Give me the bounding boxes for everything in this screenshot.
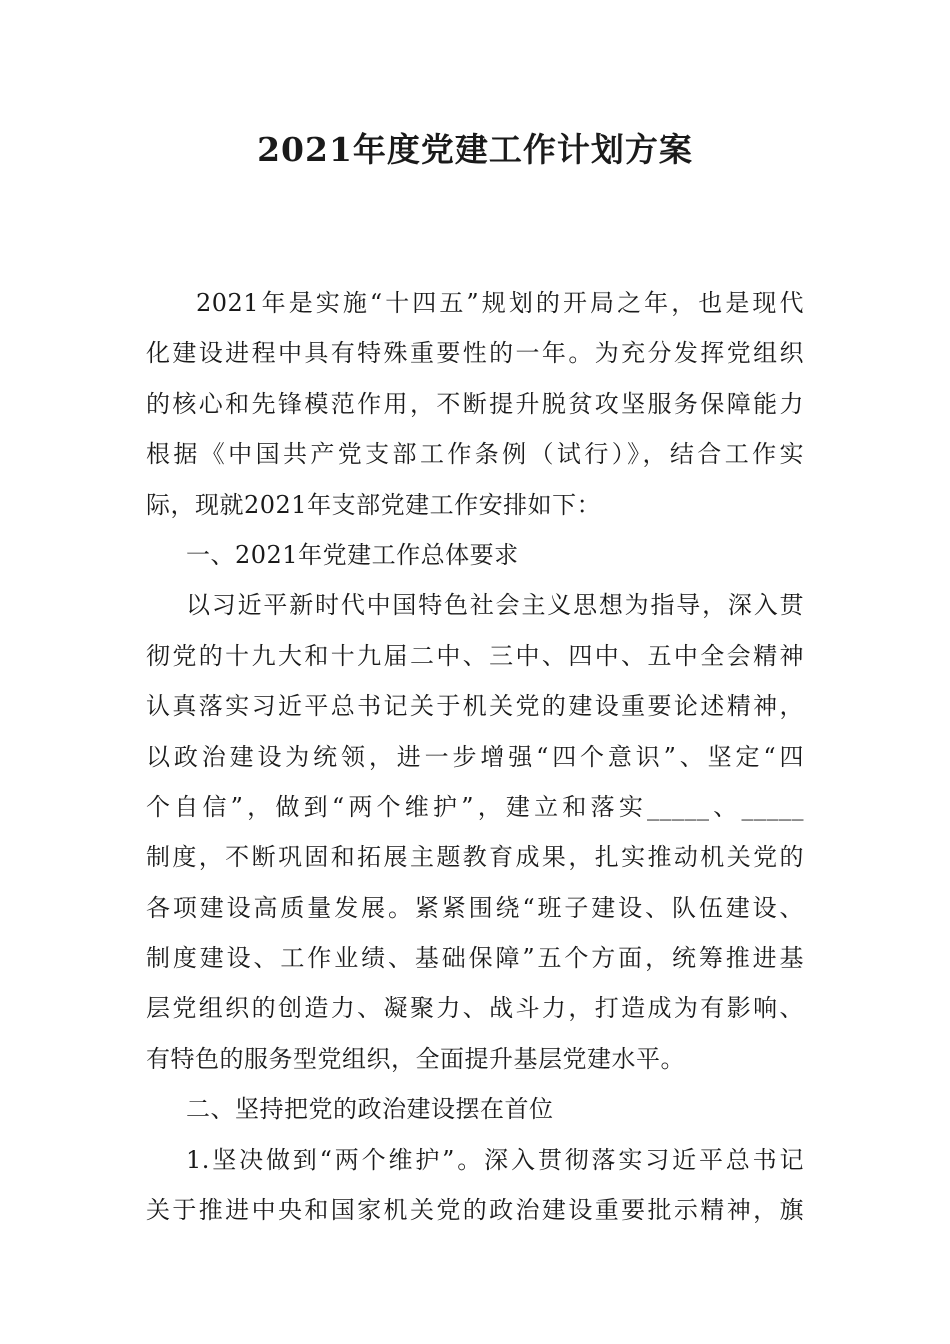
paragraph-line: 2021年是实施“十四五”规划的开局之年，也是现代 <box>196 289 804 317</box>
paragraph-line: 制度，不断巩固和拓展主题教育成果，扎实推动机关党的 <box>146 843 804 872</box>
paragraph-line: 的核心和先锋模范作用，不断提升脱贫攻坚服务保障能力 <box>146 389 804 418</box>
paragraph-line: 际，现就2021年支部党建工作安排如下： <box>146 490 602 519</box>
paragraph-line: 制度建设、工作业绩、基础保障”五个方面，统筹推进基 <box>146 944 804 973</box>
paragraph-line: 根据《中国共产党支部工作条例（试行）》，结合工作实 <box>146 440 804 469</box>
paragraph-line: 认真落实习近平总书记关于机关党的建设重要论述精神， <box>146 692 804 721</box>
paragraph-line: 关于推进中央和国家机关党的政治建设重要批示精神，旗 <box>146 1196 804 1225</box>
paragraph-line: 1.坚决做到“两个维护”。深入贯彻落实习近平总书记 <box>186 1145 804 1174</box>
paragraph-line: 有特色的服务型党组织，全面提升基层党建水平。 <box>146 1044 685 1073</box>
paragraph-line: 以习近平新时代中国特色社会主义思想为指导，深入贯 <box>186 591 804 620</box>
paragraph-line: 各项建设高质量发展。紧紧围绕“班子建设、队伍建设、 <box>146 893 804 922</box>
paragraph-line: 彻党的十九大和十九届二中、三中、四中、五中全会精神 <box>146 641 804 670</box>
document-body <box>146 285 804 1242</box>
document-title: 2021年度党建工作计划方案 <box>257 130 693 169</box>
section-heading: 二、坚持把党的政治建设摆在首位 <box>186 1095 554 1124</box>
section-heading: 一、2021年党建工作总体要求 <box>186 540 519 569</box>
paragraph-line: 化建设进程中具有特殊重要性的一年。为充分发挥党组织 <box>146 339 804 368</box>
paragraph-line: 个自信”，做到“两个维护”，建立和落实_____、_____ <box>146 792 804 821</box>
paragraph-line: 以政治建设为统领，进一步增强“四个意识”、坚定“四 <box>146 742 804 771</box>
paragraph-line: 层党组织的创造力、凝聚力、战斗力，打造成为有影响、 <box>146 994 804 1023</box>
